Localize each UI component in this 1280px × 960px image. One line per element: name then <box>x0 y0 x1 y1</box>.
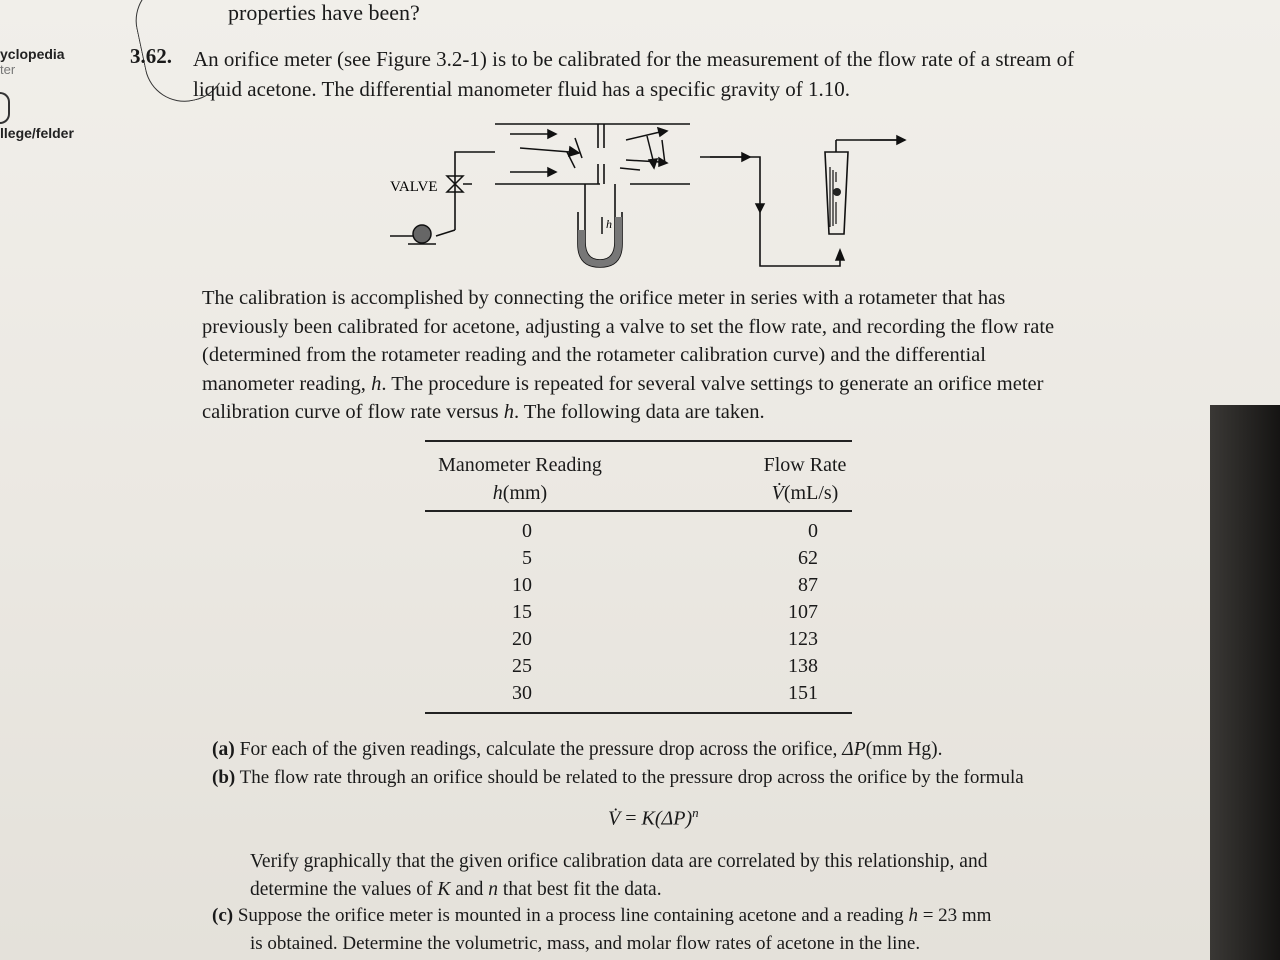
table-cell-flow: 107 <box>788 601 818 623</box>
table-rule-bottom <box>425 712 852 714</box>
para-line-5 <box>202 398 1132 427</box>
b-det-k: K <box>437 879 451 900</box>
para-line-4-pre: manometer reading, <box>202 372 372 395</box>
col1-title: Manometer Reading <box>438 454 602 476</box>
flow-values-column <box>758 518 818 707</box>
question-a <box>212 736 1112 764</box>
question-c-label: (c) <box>212 905 234 926</box>
table-cell-h: 10 <box>512 574 532 596</box>
b-det-pre: determine the values of <box>250 879 438 900</box>
problem-line-2: liquid acetone. The differential manometer fluid has a specific gravity of 1.10. <box>193 77 850 101</box>
col1-unit-text: (mm) <box>502 482 548 504</box>
table-cell-flow: 87 <box>798 574 818 596</box>
table-cell-h: 25 <box>512 655 532 677</box>
table-rule-mid <box>425 510 852 512</box>
table-cell-flow: 0 <box>808 520 818 542</box>
b-det-post: that best fit the data. <box>498 879 662 900</box>
desk-background <box>1210 405 1280 960</box>
b-det-mid: and <box>450 879 489 900</box>
table-rule-top <box>425 440 852 442</box>
para-line-1: The calibration is accomplished by connecting the orifice meter in series with a rotameter that has <box>202 287 1006 309</box>
problem-number: 3.62. <box>130 44 172 68</box>
para-line-4 <box>202 370 1132 399</box>
table-cell-flow: 151 <box>788 682 818 704</box>
question-b-label: (b) <box>212 767 236 788</box>
table-cell-h: 20 <box>512 628 532 650</box>
col2-unit-var: V̇ <box>771 482 784 504</box>
b-det-n: n <box>488 879 499 900</box>
table-cell-flow: 62 <box>798 547 818 569</box>
question-c-var: h <box>908 905 918 926</box>
question-c-line-1 <box>212 902 1122 930</box>
margin-encyclopedia-text: yclopedia <box>0 46 65 62</box>
table-cell-h: 15 <box>512 601 532 623</box>
col1-unit <box>425 479 615 507</box>
previous-problem-line: properties have been? <box>228 0 420 25</box>
para-line-5-post: . The following data are taken. <box>513 401 765 423</box>
margin-arc-mark <box>0 92 10 124</box>
question-b-verify <box>250 848 1120 904</box>
formula-rhs: K(ΔP) <box>641 807 693 830</box>
calibration-paragraph <box>202 284 1132 427</box>
col2-title: Flow Rate <box>763 454 847 476</box>
question-c-text: Suppose the orifice meter is mounted in a process line containing acetone and a reading <box>237 905 909 926</box>
formula-lhs: V̇ <box>608 807 621 830</box>
table-cell-flow: 123 <box>788 628 818 650</box>
problem-statement <box>193 44 1153 104</box>
question-a-post: (mm Hg). <box>865 739 943 760</box>
flow-formula <box>608 805 699 831</box>
valve-label: VALVE <box>390 179 438 195</box>
question-b <box>212 764 1132 792</box>
margin-encyclopedia-sub: ter <box>0 62 16 77</box>
table-cell-h: 0 <box>522 520 532 542</box>
col2-unit <box>745 479 865 507</box>
para-line-4-var: h <box>371 372 382 395</box>
question-c <box>212 902 1122 958</box>
para-line-3: (determined from the rotameter reading and the rotameter calibration curve) and the differential <box>202 344 986 366</box>
table-cell-flow: 138 <box>788 655 818 677</box>
question-b-verify-line: Verify graphically that the given orifice calibration data are correlated by this relationship, and <box>250 851 988 872</box>
col-header-flow-rate <box>745 451 865 507</box>
para-line-2: previously been calibrated for acetone, adjusting a valve to set the flow rate, and recording the flow rate <box>202 315 1055 338</box>
question-c-line-2: is obtained. Determine the volumetric, mass, and molar flow rates of acetone in the line. <box>250 933 921 954</box>
col1-unit-var: h <box>492 482 503 504</box>
question-b-determine-line <box>250 876 1120 904</box>
col2-unit-text: (mL/s) <box>783 482 839 504</box>
formula-exponent: n <box>692 805 699 820</box>
orifice-meter-figure <box>370 112 910 272</box>
table-cell-h: 5 <box>522 547 532 569</box>
h-values-column <box>472 518 532 707</box>
h-label: h <box>606 217 612 231</box>
margin-felder-text: llege/felder <box>0 125 74 141</box>
formula-eq: = <box>620 807 642 830</box>
para-line-4-post: . The procedure is repeated for several valve settings to generate an orifice meter <box>381 372 1044 395</box>
col-header-manometer <box>425 451 615 507</box>
question-c-post: = 23 mm <box>917 905 992 926</box>
question-a-label: (a) <box>212 739 235 760</box>
para-line-5-var: h <box>503 401 514 423</box>
question-a-var: ΔP <box>842 739 866 760</box>
question-a-text: For each of the given readings, calculate the pressure drop across the orifice, <box>239 739 843 760</box>
table-cell-h: 30 <box>512 682 532 704</box>
problem-line-1: An orifice meter (see Figure 3.2-1) is to be calibrated for the measurement of the flow rate of a stream of <box>193 47 1075 71</box>
para-line-5-pre: calibration curve of flow rate versus <box>202 401 504 423</box>
question-b-text: The flow rate through an orifice should be related to the pressure drop across the orifice by the formula <box>239 767 1024 788</box>
